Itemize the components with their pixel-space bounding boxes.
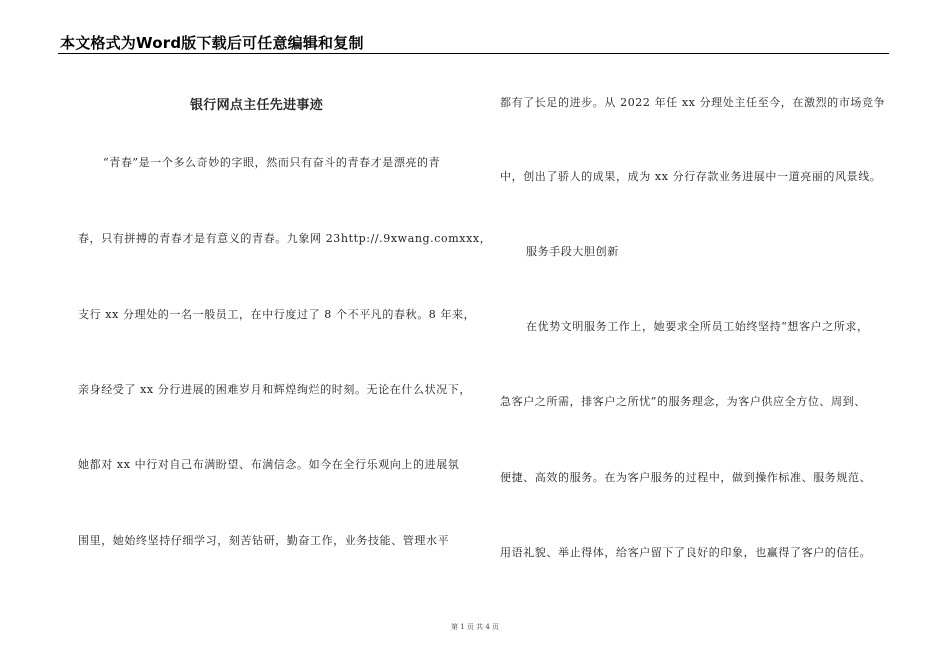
right-line-5: 急客户之所需，排客户之所忧”的服务理念，为客户供应全方位、周到、	[500, 395, 866, 408]
page-number: 第 1 页 共 4 页	[450, 623, 500, 631]
page-header: 本文格式为Word版下载后可任意编辑和复制	[60, 34, 364, 52]
left-line-5: 她都对 xx 中行对自己布满盼望、布满信念。如今在全行乐观向上的进展氛	[78, 458, 460, 471]
right-line-4: 在优势文明服务工作上，她要求全所员工始终坚持“想客户之所求，	[526, 320, 869, 333]
section-heading: 服务手段大胆创新	[526, 245, 619, 258]
document-title: 银行网点主任先进事迹	[190, 98, 324, 113]
left-line-4: 亲身经受了 xx 分行进展的困难岁月和辉煌绚烂的时刻。无论在什么状况下，	[78, 383, 471, 396]
header-divider	[58, 53, 889, 54]
left-line-2: 春，只有拼搏的青春才是有意义的青春。九象网 23http://.9xwang.comxxx，	[78, 232, 492, 245]
right-line-1: 都有了长足的进步。从 2022 年任 xx 分理处主任至今，在激烈的市场竞争	[500, 96, 886, 109]
left-line-3: 支行 xx 分理处的一名一般员工，在中行度过了 8 个不平凡的春秋。8 年来，	[78, 308, 476, 321]
left-line-1: “青春”是一个多么奇妙的字眼，然而只有奋斗的青春才是漂亮的青	[103, 156, 441, 169]
left-line-6: 围里，她始终坚持仔细学习，刻苦钻研，勤奋工作，业务技能、管理水平	[78, 534, 450, 547]
right-line-6: 便捷、高效的服务。在为客户服务的过程中，做到操作标准、服务规范、	[500, 471, 872, 484]
right-line-2: 中，创出了骄人的成果，成为 xx 分行存款业务进展中一道亮丽的风景线。	[500, 170, 882, 183]
right-line-7: 用语礼貌、举止得体，给客户留下了良好的印象，也赢得了客户的信任。	[500, 546, 872, 559]
